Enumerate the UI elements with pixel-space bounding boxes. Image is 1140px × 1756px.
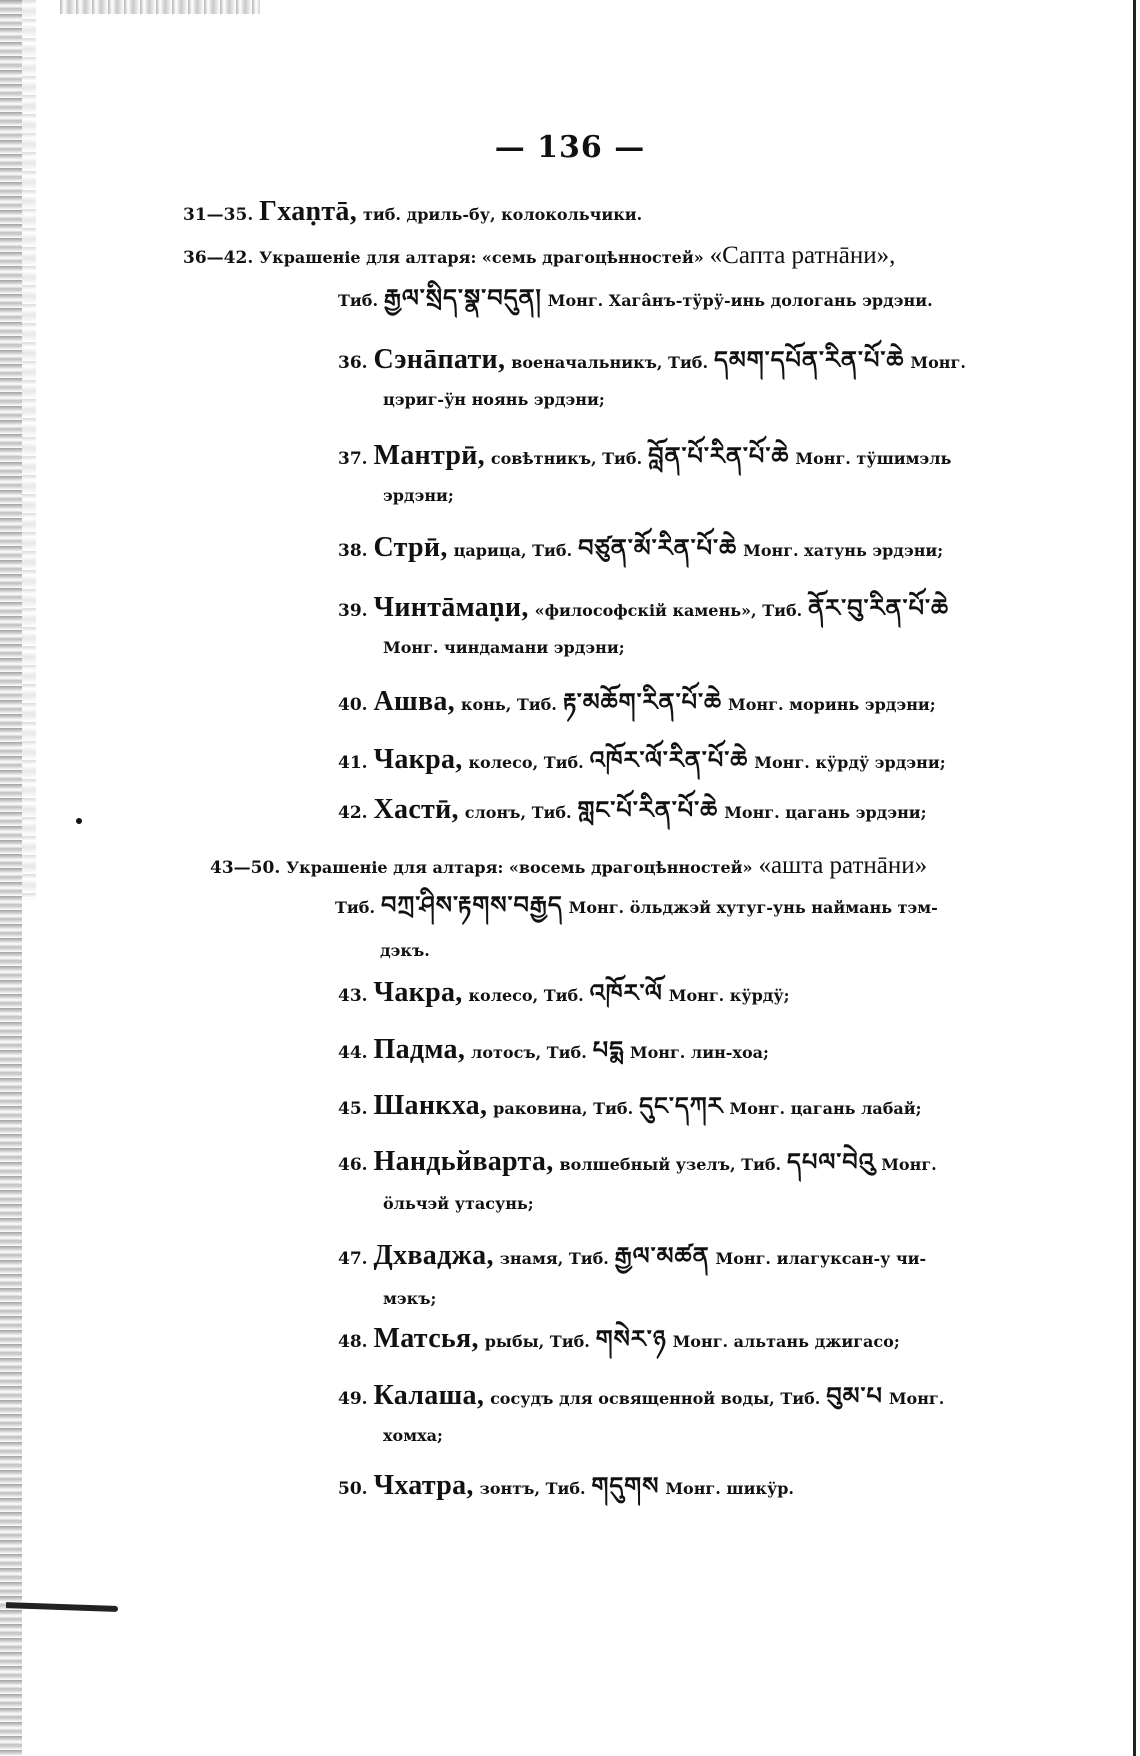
entry-name: Мантрӣ, — [373, 440, 485, 471]
entry-49 — [338, 1380, 945, 1411]
entry-number: 42. — [338, 803, 368, 823]
entry-number: 38. — [338, 541, 368, 561]
entry-text: «философскій камень», Тиб. — [534, 601, 803, 620]
entry-text: царица, Тиб. — [453, 541, 573, 560]
entry-name: Чинтāмаṇи, — [373, 592, 529, 623]
entry-name: Хастӣ, — [373, 794, 459, 825]
entry-text: сосудъ для освященной воды, Тиб. — [490, 1389, 821, 1408]
entry-name: Гхаṇтā, — [259, 196, 358, 227]
entry-41 — [338, 744, 946, 775]
continuation-text: хомха; — [383, 1426, 443, 1445]
entry-number: 48. — [338, 1332, 368, 1352]
entry-text: волшебный узелъ, Тиб. — [559, 1155, 782, 1174]
entry-number: 36—42. — [183, 248, 254, 268]
entry-49-cont — [383, 1424, 443, 1448]
entry-number: 44. — [338, 1043, 368, 1063]
entry-46-cont — [383, 1192, 534, 1216]
tibetan-text: ནོར་བུ་རིན་པོ་ཆེ — [808, 594, 950, 622]
entry-48 — [338, 1323, 900, 1354]
entry-text: зонтъ, Тиб. — [479, 1479, 586, 1498]
entry-name: Калаша, — [373, 1380, 485, 1411]
tibetan-text: གདུགས — [591, 1472, 660, 1500]
tibetan-text: བློན་པོ་རིན་པོ་ཆེ — [648, 442, 790, 470]
entry-number: 37. — [338, 449, 368, 469]
scan-edge-noise — [0, 0, 22, 1756]
entry-47 — [338, 1240, 927, 1271]
entry-37-cont — [383, 484, 454, 508]
entry-name: «аштa ратнāни» — [758, 852, 928, 879]
mong-text: Монг. цагань эрдэни; — [724, 803, 927, 822]
mong-text: Монг. тӱшимэль — [795, 449, 952, 468]
tibetan-text: བཀྲ་ཤིས་རྟགས་བརྒྱད — [380, 891, 563, 919]
entry-number: 45. — [338, 1099, 368, 1119]
entry-40 — [338, 686, 936, 717]
entry-number: 47. — [338, 1249, 368, 1269]
entry-number: 36. — [338, 353, 368, 373]
entry-name: Стрӣ, — [373, 532, 448, 563]
entry-38 — [338, 532, 944, 563]
tibetan-text: བུམ་པ — [826, 1382, 883, 1410]
tibetan-text: འཁོར་ལོ — [589, 979, 663, 1007]
continuation-text: мэкъ; — [383, 1289, 437, 1308]
entry-text: Украшеніе для алтаря: «семь драгоцѣнностей» — [259, 248, 704, 267]
page-number: — 136 — — [494, 130, 646, 165]
tibetan-text: རྒྱལ་མཚན — [614, 1242, 710, 1270]
tibetan-text: དཔལ་བེའུ — [787, 1148, 876, 1176]
mong-text: Монг. хатунь эрдэни; — [743, 541, 944, 560]
continuation-text: цэриг-ӱн ноянь эрдэни; — [383, 390, 605, 409]
entry-text: знамя, Тиб. — [499, 1249, 609, 1268]
tibetan-text: གསེར་ཉ — [595, 1325, 667, 1353]
mong-text: Монг. лин-хоа; — [629, 1043, 769, 1062]
mong-text: Монг. — [888, 1389, 945, 1408]
tibetan-text: དམག་དཔོན་རིན་པོ་ཆེ — [713, 346, 905, 374]
mong-text: Монг. моринь эрдэни; — [728, 695, 936, 714]
entry-36 — [338, 344, 966, 375]
entry-text: тиб. дриль-бу, колокольчики. — [362, 205, 643, 224]
entry-number: 39. — [338, 601, 368, 621]
entry-name: Чхатра, — [373, 1470, 474, 1501]
entry-name: Шанкха, — [373, 1090, 488, 1121]
mong-text: Монг. илагуксан-у чи- — [715, 1249, 927, 1268]
entry-name: Нандьйварта, — [373, 1146, 554, 1177]
entry-31-35 — [183, 196, 643, 227]
entry-name: Ашва, — [373, 686, 455, 717]
scan-top-noise — [60, 0, 260, 14]
mong-text: Монг. кӱрдӱ; — [668, 986, 790, 1005]
entry-47-cont — [383, 1287, 436, 1311]
tibetan-text: རྒྱལ་སྲིད་སྣ་བདུན། — [383, 284, 542, 312]
entry-text: лотосъ, Тиб. — [471, 1043, 587, 1062]
entry-43 — [338, 977, 790, 1008]
mong-text: Монг. — [881, 1155, 937, 1174]
continuation-text: дэкъ. — [380, 941, 430, 960]
entry-43-50-header — [210, 854, 927, 880]
entry-44 — [338, 1034, 769, 1065]
entry-50 — [338, 1470, 794, 1501]
tib-label: Тиб. — [335, 898, 376, 917]
tib-label: Тиб. — [338, 291, 379, 310]
tibetan-text: གླང་པོ་རིན་པོ་ཆེ — [577, 796, 719, 824]
continuation-text: öльчэй утасунь; — [383, 1194, 534, 1213]
entry-text: колесо, Тиб. — [468, 986, 584, 1005]
mong-text: Монг. кӱрдӱ эрдэни; — [754, 753, 946, 772]
margin-dot-mark — [76, 818, 82, 824]
mong-text: Монг. шикӱр. — [665, 1479, 794, 1498]
entry-text: военачальникъ, Тиб. — [511, 353, 709, 372]
mong-text: Монг. Хагâнъ-тӱрӱ-инь дологань эрдэни. — [547, 291, 933, 310]
entry-43-50-cont — [380, 939, 430, 963]
entry-39 — [338, 592, 950, 623]
entry-text: рыбы, Тиб. — [484, 1332, 590, 1351]
entry-42 — [338, 794, 927, 825]
entry-name: Сэнāпати, — [373, 344, 506, 375]
entry-number: 43—50. — [210, 858, 281, 878]
entry-text: колесо, Тиб. — [468, 753, 584, 772]
entry-46 — [338, 1146, 937, 1177]
entry-number: 43. — [338, 986, 368, 1006]
entry-37 — [338, 440, 952, 471]
tibetan-text: པདྨ — [592, 1036, 624, 1064]
page-right-border — [1133, 0, 1136, 1756]
entry-name: Чакра, — [373, 744, 463, 775]
continuation-text: Монг. чиндамани эрдэни; — [383, 638, 625, 657]
entry-text: Украшеніе для алтаря: «восемь драгоцѣнностей» — [286, 858, 753, 877]
entry-36-cont — [383, 388, 605, 412]
entry-name: Чакра, — [373, 977, 463, 1008]
entry-number: 40. — [338, 695, 368, 715]
tibetan-text: དུང་དཀར — [639, 1092, 724, 1120]
margin-dash-mark — [6, 1602, 118, 1612]
entry-45 — [338, 1090, 922, 1121]
continuation-text: эрдэни; — [383, 486, 454, 505]
entry-43-50-tibetan — [335, 893, 938, 920]
entry-name: Дхваджа, — [373, 1240, 494, 1271]
entry-number: 46. — [338, 1155, 368, 1175]
entry-text: совѣтникъ, Тиб. — [490, 449, 643, 468]
entry-name: Падма, — [373, 1034, 466, 1065]
entry-name: «Сапта ратнāни», — [709, 242, 896, 269]
entry-name: Матсья, — [373, 1323, 479, 1354]
entry-number: 49. — [338, 1389, 368, 1409]
tibetan-text: འཁོར་ལོ་རིན་པོ་ཆེ — [589, 746, 749, 774]
mong-text: Монг. цагань лабай; — [729, 1099, 922, 1118]
entry-text: конь, Тиб. — [460, 695, 557, 714]
entry-text: раковина, Тиб. — [493, 1099, 634, 1118]
entry-number: 41. — [338, 753, 368, 773]
mong-text: Монг. альтань джигасо; — [672, 1332, 900, 1351]
entry-number: 50. — [338, 1479, 368, 1499]
entry-39-cont — [383, 636, 625, 660]
entry-text: слонъ, Тиб. — [464, 803, 572, 822]
mong-text: Монг. öльджэй хутуг-унь наймань тэм- — [568, 898, 938, 917]
tibetan-text: བཙུན་མོ་རིན་པོ་ཆེ — [578, 534, 738, 562]
tibetan-text: རྟ་མཆོག་རིན་པོ་ཆེ — [562, 688, 723, 716]
entry-36-42-tibetan — [338, 286, 933, 313]
mong-text: Монг. — [910, 353, 966, 372]
entry-number: 31—35. — [183, 205, 254, 225]
entry-36-42-header — [183, 244, 895, 270]
